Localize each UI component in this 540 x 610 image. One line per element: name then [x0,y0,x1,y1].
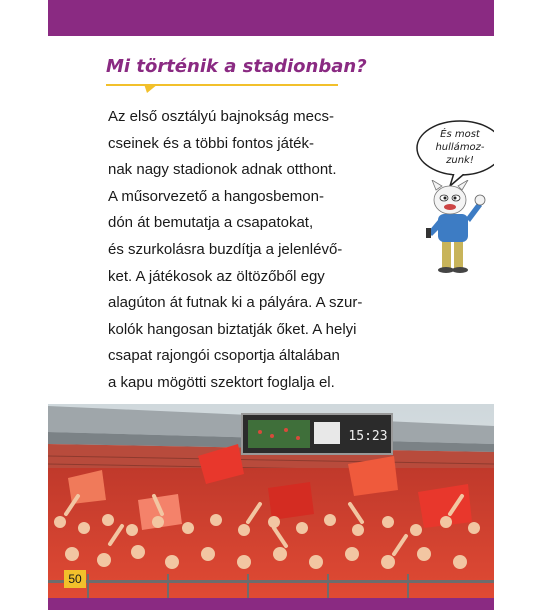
top-color-band [48,0,494,36]
speech-bubble-text: És most hullámoz- zunk! [435,129,485,166]
body-text [108,104,408,397]
body-line: nak nagy stadionok adnak otthont. [108,161,337,179]
body-line: alagúton át futnak ki a pályára. A szur- [108,294,363,312]
scoreboard-time: 15:23 [348,429,388,444]
stadium-crowd-illustration [48,404,494,598]
page-title: Mi történik a stadionban? [106,56,367,77]
body-line: csapat rajongói csoportja általában [108,347,340,365]
mascot-illustration [418,180,486,274]
body-line: cseinek és a többi fontos játék- [108,134,314,152]
body-line: A műsorvezető a hangosbemon- [108,187,324,205]
book-page [48,0,494,610]
bottom-color-band [48,598,494,610]
body-line: ket. A játékosok az öltözőből egy [108,267,325,285]
title-underline-tail [144,84,160,94]
body-line: dón át bemutatja a csapatokat, [108,214,314,232]
page-number: 50 [64,570,86,588]
body-line: a kapu mögötti szektort foglalja el. [108,373,335,391]
body-line: kolók hangosan biztatják őket. A helyi [108,320,357,338]
body-line: Az első osztályú bajnokság mecs- [108,108,334,125]
title-underline [106,84,338,86]
body-line: és szurkolásra buzdítja a jelenlévő- [108,240,343,258]
